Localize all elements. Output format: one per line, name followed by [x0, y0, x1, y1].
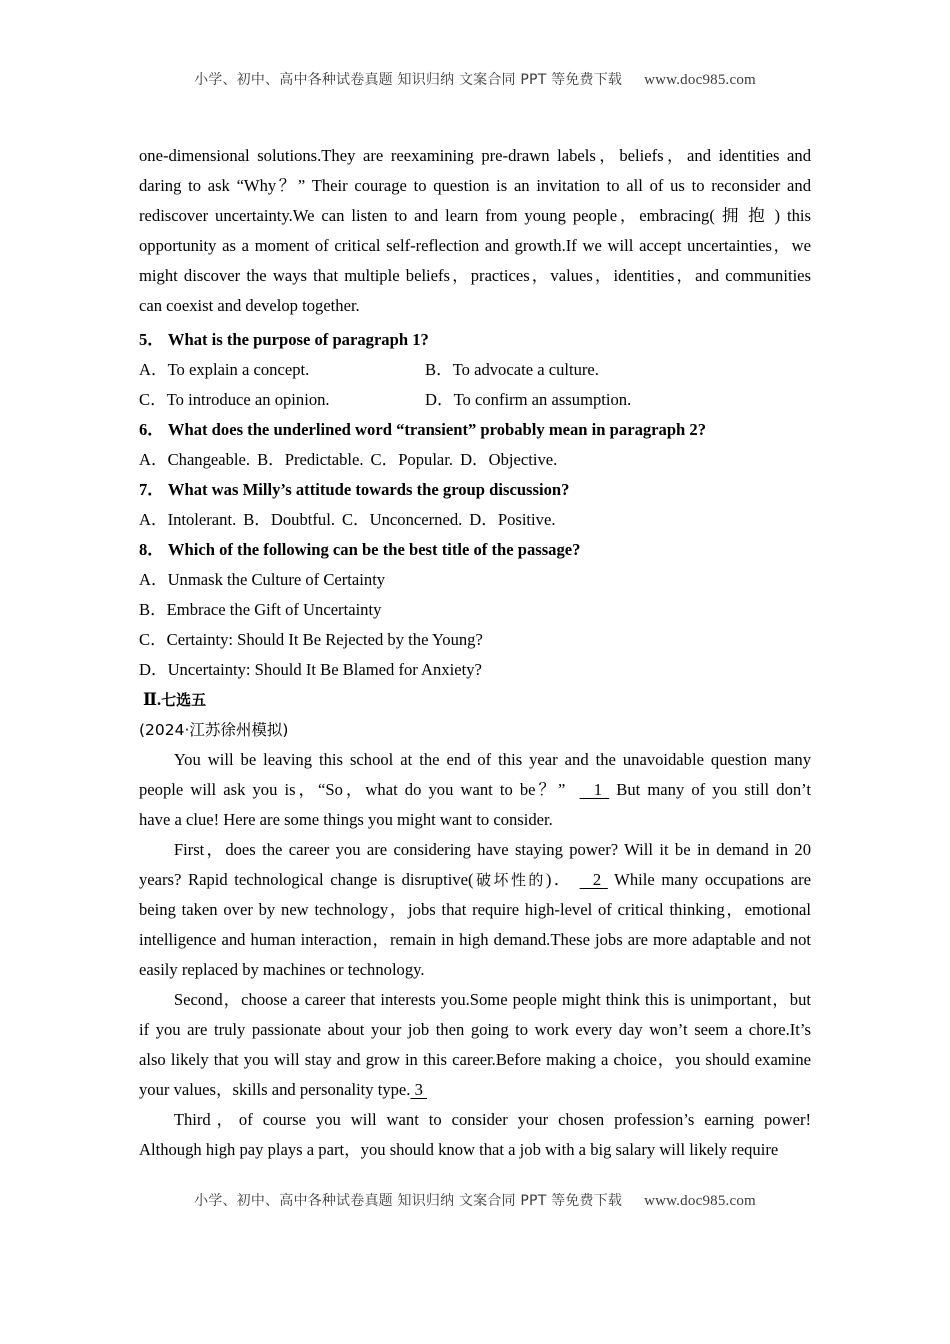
passage-line: opportunity as a moment of critical self-reflection and growth.If we will accept uncertainties，we — [139, 236, 811, 255]
option-text-8-C: Certainty: Should It Be Rejected by the Young? — [166, 630, 483, 649]
option-label-5-D: D． — [425, 390, 454, 409]
running-header-chinese: 小学、初中、高中各种试卷真题 知识归纳 文案合同 PPT 等免费下载 — [194, 72, 623, 88]
question-block-6 — [139, 415, 811, 475]
cloze-line-with-blank-3: your values，skills and personality type. 3 — [139, 1080, 428, 1099]
question-stem-7 — [139, 475, 811, 505]
option-label-5-A: A． — [139, 360, 168, 379]
option-label-6-B: B． — [257, 450, 285, 469]
section-heading — [139, 685, 811, 715]
cloze-line: being taken over by new technology，jobs that require high-level of critical thinking，emotional — [139, 900, 811, 919]
option-row-6 — [139, 445, 811, 475]
question-text-6: What does the underlined word “transient” probably mean in paragraph 2? — [167, 420, 707, 439]
option-label-6-C: C． — [370, 450, 399, 469]
cloze-line: First，does the career you are considering have staying power? Will it be in demand in 20 — [173, 840, 811, 859]
question-number-7: 7． — [139, 480, 164, 499]
cloze-paragraph-1 — [139, 745, 811, 835]
question-stem-8 — [139, 535, 811, 565]
cloze-line: also likely that you will stay and grow in this career.Before making a choice，you should examine — [139, 1050, 811, 1069]
cloze-line: if you are truly passionate about your job then going to work every day won’t seem a chore.It’s — [139, 1020, 811, 1039]
cloze-line: You will be leaving this school at the end of this year and the unavoidable question many — [173, 750, 811, 769]
cloze-line: have a clue! Here are some things you might want to consider. — [139, 810, 553, 829]
option-label-5-C: C． — [139, 390, 167, 409]
passage-line: can coexist and develop together. — [139, 296, 360, 315]
section-heading-label: 七选五 — [161, 691, 207, 709]
cloze-line-with-blank-2: years? Rapid technological change is disruptive(破坏性的)． 2 While many occupations are — [139, 870, 811, 889]
option-text-5-A: To explain a concept. — [167, 360, 310, 379]
section-source — [139, 715, 811, 745]
option-text-7-B[interactable]: Doubtful. — [270, 510, 335, 529]
option-row-5-ab — [139, 355, 811, 385]
question-block-7 — [139, 475, 811, 535]
option-label-7-D: D． — [469, 510, 498, 529]
running-footer-chinese: 小学、初中、高中各种试卷真题 知识归纳 文案合同 PPT 等免费下载 — [194, 1193, 623, 1209]
question-stem-6 — [139, 415, 811, 445]
question-stem-5 — [139, 325, 811, 355]
question-block-5 — [139, 325, 811, 415]
option-text-8-B: Embrace the Gift of Uncertainty — [166, 600, 382, 619]
cloze-line: Third，of course you will want to consider your chosen profession’s earning power! — [173, 1110, 811, 1129]
option-text-8-D: Uncertainty: Should It Be Blamed for Anxiety? — [167, 660, 482, 679]
option-text-5-D: To confirm an assumption. — [453, 390, 632, 409]
passage-line: might discover the ways that multiple beliefs，practices，values，identities，and communities — [139, 266, 811, 285]
cloze-paragraph-4 — [139, 1105, 811, 1165]
question-number-8: 8． — [139, 540, 164, 559]
option-row-7 — [139, 505, 811, 535]
option-text-6-D[interactable]: Objective. — [488, 450, 558, 469]
section-source-text: (2024·江苏徐州模拟) — [139, 721, 289, 739]
option-text-5-B: To advocate a culture. — [452, 360, 599, 379]
cloze-line: easily replaced by machines or technology. — [139, 960, 425, 979]
section-numeral: Ⅱ. — [143, 690, 162, 709]
question-number-5: 5． — [139, 330, 164, 349]
option-text-7-A[interactable]: Intolerant. — [167, 510, 237, 529]
blank-2[interactable]: 2 — [579, 870, 608, 889]
cloze-paragraph-3 — [139, 985, 811, 1105]
cloze-line-with-blank-1: people will ask you is，“So，what do you want to be？” 1 But many of you still don’t — [139, 780, 811, 799]
cloze-line: Although high pay plays a part，you should know that a job with a big salary will likely require — [139, 1140, 779, 1159]
passage-continuation — [139, 141, 811, 321]
question-text-8: Which of the following can be the best title of the passage? — [167, 540, 581, 559]
option-5-B[interactable] — [425, 355, 811, 385]
option-text-6-B[interactable]: Predictable. — [284, 450, 364, 469]
passage-line: daring to ask “Why？” Their courage to question is an invitation to all of us to reconsider and — [139, 176, 811, 195]
question-text-5: What is the purpose of paragraph 1? — [167, 330, 429, 349]
option-text-5-C: To introduce an opinion. — [166, 390, 330, 409]
option-8-D[interactable] — [139, 655, 811, 685]
option-label-8-B: B． — [139, 600, 167, 619]
option-8-C[interactable] — [139, 625, 811, 655]
option-8-B[interactable] — [139, 595, 811, 625]
running-footer — [0, 1190, 950, 1210]
option-5-A[interactable] — [139, 355, 425, 385]
blank-3[interactable]: 3 — [410, 1080, 428, 1099]
question-block-8 — [139, 535, 811, 685]
option-label-5-B: B． — [425, 360, 453, 379]
option-text-6-C[interactable]: Popular. — [398, 450, 454, 469]
option-8-A[interactable] — [139, 565, 811, 595]
option-text-7-C[interactable]: Unconcerned. — [369, 510, 463, 529]
blank-1[interactable]: 1 — [579, 780, 610, 799]
option-label-7-C: C． — [341, 510, 370, 529]
running-header-url: www.doc985.com — [644, 72, 756, 88]
question-number-6: 6． — [139, 420, 164, 439]
option-text-6-A[interactable]: Changeable. — [167, 450, 251, 469]
question-text-7: What was Milly’s attitude towards the group discussion? — [167, 480, 570, 499]
option-label-8-D: D． — [139, 660, 168, 679]
cloze-line: intelligence and human interaction，remain in high demand.These jobs are more adaptable and not — [139, 930, 811, 949]
running-header — [0, 69, 950, 89]
running-footer-url: www.doc985.com — [644, 1193, 756, 1209]
option-5-D[interactable] — [425, 385, 811, 415]
option-label-8-C: C． — [139, 630, 167, 649]
option-label-6-D: D． — [460, 450, 489, 469]
option-label-8-A: A． — [139, 570, 168, 589]
passage-line: one-dimensional solutions.They are reexamining pre-drawn labels，beliefs，and identities and — [139, 146, 811, 165]
passage-line: rediscover uncertainty.We can listen to and learn from young people，embracing( 拥 抱 ) this — [139, 206, 811, 225]
content-column — [139, 141, 811, 1165]
option-text-8-A: Unmask the Culture of Certainty — [167, 570, 386, 589]
cloze-line: Second，choose a career that interests you.Some people might think this is unimportant，but — [173, 990, 811, 1009]
option-label-7-B: B． — [243, 510, 271, 529]
option-text-7-D[interactable]: Positive. — [497, 510, 556, 529]
option-row-5-cd — [139, 385, 811, 415]
option-label-6-A: A． — [139, 450, 168, 469]
option-5-C[interactable] — [139, 385, 425, 415]
option-label-7-A: A． — [139, 510, 168, 529]
cloze-paragraph-2 — [139, 835, 811, 985]
